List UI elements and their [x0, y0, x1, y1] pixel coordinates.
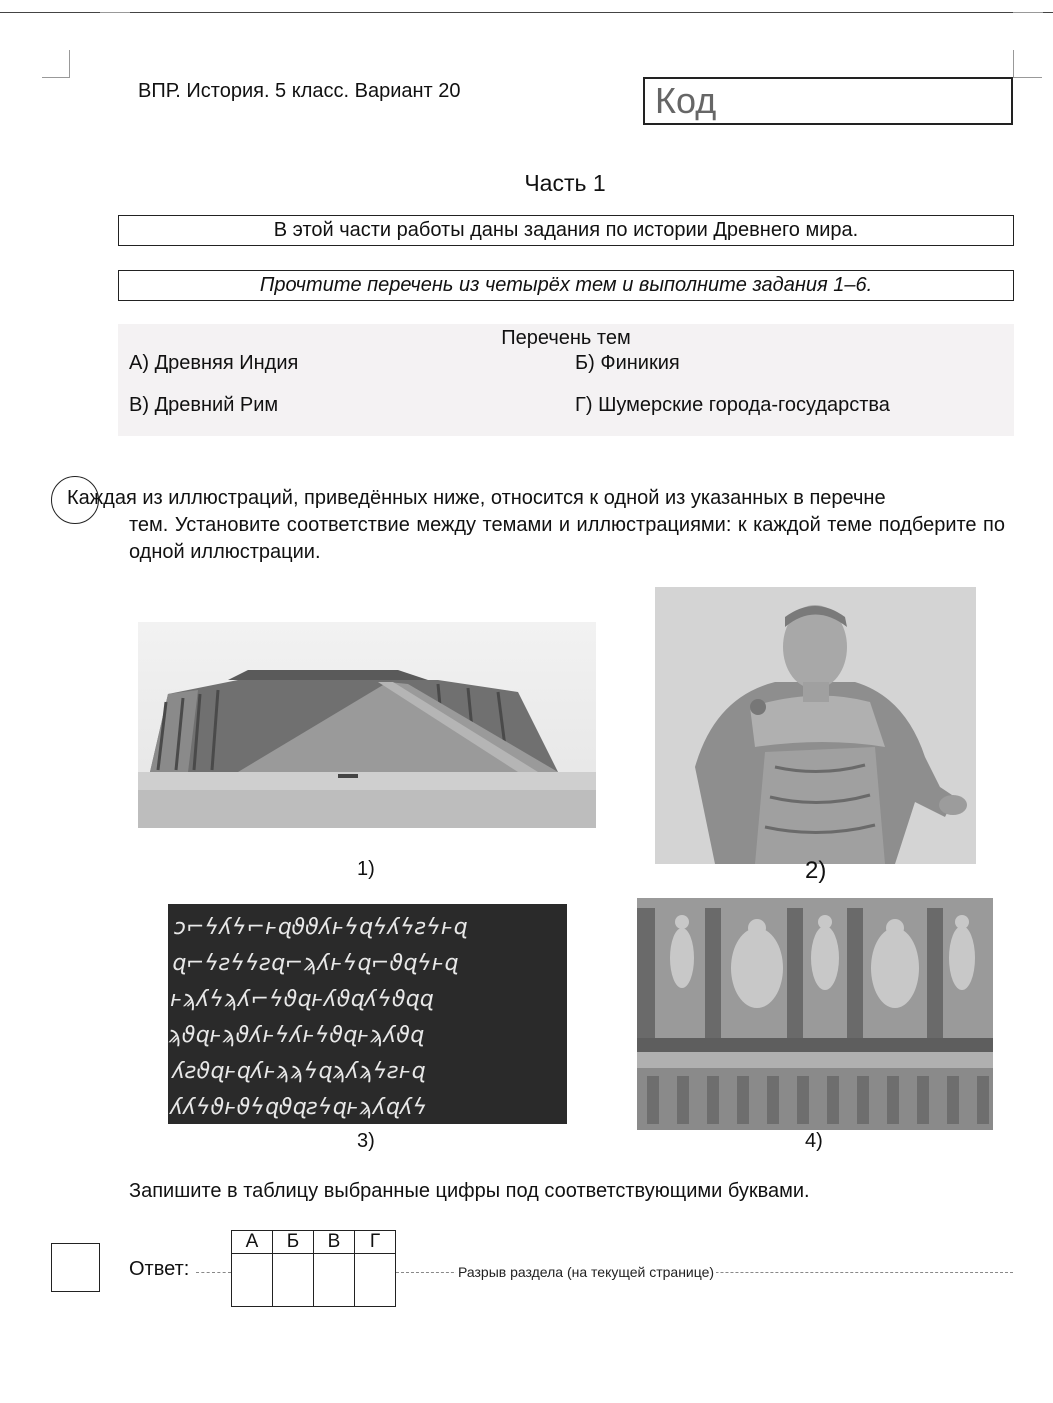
answer-cell-g[interactable] — [355, 1254, 396, 1307]
topic-text: Финикия — [600, 352, 680, 374]
illustration-caption-2: 2) — [805, 857, 827, 884]
phoenician-inscription-photo — [168, 904, 567, 1124]
answer-column-b: Б — [273, 1231, 314, 1254]
topic-letter: Г) — [575, 394, 593, 416]
answer-instruction: Запишите в таблицу выбранные цифры под соответствующими буквами. — [129, 1180, 810, 1202]
topics-list — [118, 324, 1014, 436]
illustration-caption-3: 3) — [357, 1130, 375, 1152]
answer-label: Ответ: — [129, 1258, 190, 1280]
answer-table — [231, 1230, 396, 1307]
page-top-border — [0, 12, 1053, 13]
crop-mark — [1013, 50, 1042, 78]
code-field[interactable]: Код — [643, 77, 1013, 125]
topic-a — [129, 352, 298, 375]
answer-cell-v[interactable] — [314, 1254, 355, 1307]
svg-text:ⱶϡʎϟϡʎ⌐ϟϑɋⱶʎϑɋʎϟϑɋɋ: ⱶϡʎϟϡʎ⌐ϟϑɋⱶʎϑɋʎϟϑɋɋ — [170, 987, 434, 1012]
topic-text: Древняя Индия — [154, 352, 299, 374]
topic-b — [575, 352, 680, 375]
part-title: Часть 1 — [524, 170, 606, 196]
answer-table-values — [232, 1254, 396, 1307]
svg-text:ɋ⌐ϟƨϟϟƨɋ⌐ϡʎⱶϟɋ⌐ϑɋϟⱶɋ: ɋ⌐ϟƨϟϟƨɋ⌐ϡʎⱶϟɋ⌐ϑɋϟⱶɋ — [172, 951, 459, 976]
score-box — [51, 1243, 100, 1292]
crop-mark — [1013, 12, 1043, 13]
part-intro: В этой части работы даны задания по истории Древнего мира. — [118, 215, 1014, 246]
answer-table-header — [232, 1231, 396, 1254]
illustration-caption-1: 1) — [357, 858, 375, 880]
indian-relief-photo — [637, 898, 993, 1130]
roman-statue-photo — [655, 587, 976, 864]
topic-text: Шумерские города-государства — [598, 394, 890, 416]
answer-column-v: В — [314, 1231, 355, 1254]
task-text — [67, 485, 1005, 566]
answer-cell-a[interactable] — [232, 1254, 273, 1307]
crop-mark — [100, 12, 130, 13]
task-text-rest: тем. Установите соответствие между темами и иллюстрациями: к каждой теме подберите по одной иллюстрации. — [129, 514, 1005, 563]
svg-text:ↄ⌐ϟʎϟ⌐ⱶɋϑϑʎⱶϟɋϟʎϟƨϟⱶɋ: ↄ⌐ϟʎϟ⌐ⱶɋϑϑʎⱶϟɋϟʎϟƨϟⱶɋ — [174, 915, 468, 940]
topic-g — [575, 394, 890, 417]
section-break-line — [196, 1272, 231, 1273]
svg-text:ϡϑɋⱶϡϑʎⱶϟʎⱶϟϑɋⱶϡʎϑɋ: ϡϑɋⱶϡϑʎⱶϟʎⱶϟϑɋⱶϡʎϑɋ — [168, 1023, 424, 1048]
crop-mark — [42, 50, 70, 78]
topic-text: Древний Рим — [154, 394, 279, 416]
task-text-line1: Каждая из иллюстраций, приведённых ниже, относится к одной из указанных в перечне — [67, 487, 886, 509]
answer-column-a: А — [232, 1231, 273, 1254]
part-instruction: Прочтите перечень из четырёх тем и выполните задания 1–6. — [118, 270, 1014, 301]
answer-column-g: Г — [355, 1231, 396, 1254]
topic-letter: Б) — [575, 352, 595, 374]
illustration-caption-4: 4) — [805, 1130, 823, 1152]
topics-title: Перечень тем — [501, 327, 631, 349]
ziggurat-photo — [138, 622, 596, 828]
svg-text:ʎʎϟϑⱶϑϟɋϑɋƨϟɋⱶϡʎɋʎϟ: ʎʎϟϑⱶϑϟɋϑɋƨϟɋⱶϡʎɋʎϟ — [170, 1095, 428, 1120]
document-title: ВПР. История. 5 класс. Вариант 20 — [138, 80, 461, 102]
answer-cell-b[interactable] — [273, 1254, 314, 1307]
topic-letter: В) — [129, 394, 149, 416]
section-break-label: Разрыв раздела (на текущей странице) — [458, 1264, 715, 1280]
topic-letter: А) — [129, 352, 149, 374]
topic-v — [129, 394, 278, 417]
svg-text:ʎƨϑɋⱶɋʎⱶϡϡϟɋϡʎϡϟƨⱶɋ: ʎƨϑɋⱶɋʎⱶϡϡϟɋϡʎϡϟƨⱶɋ — [172, 1059, 426, 1084]
